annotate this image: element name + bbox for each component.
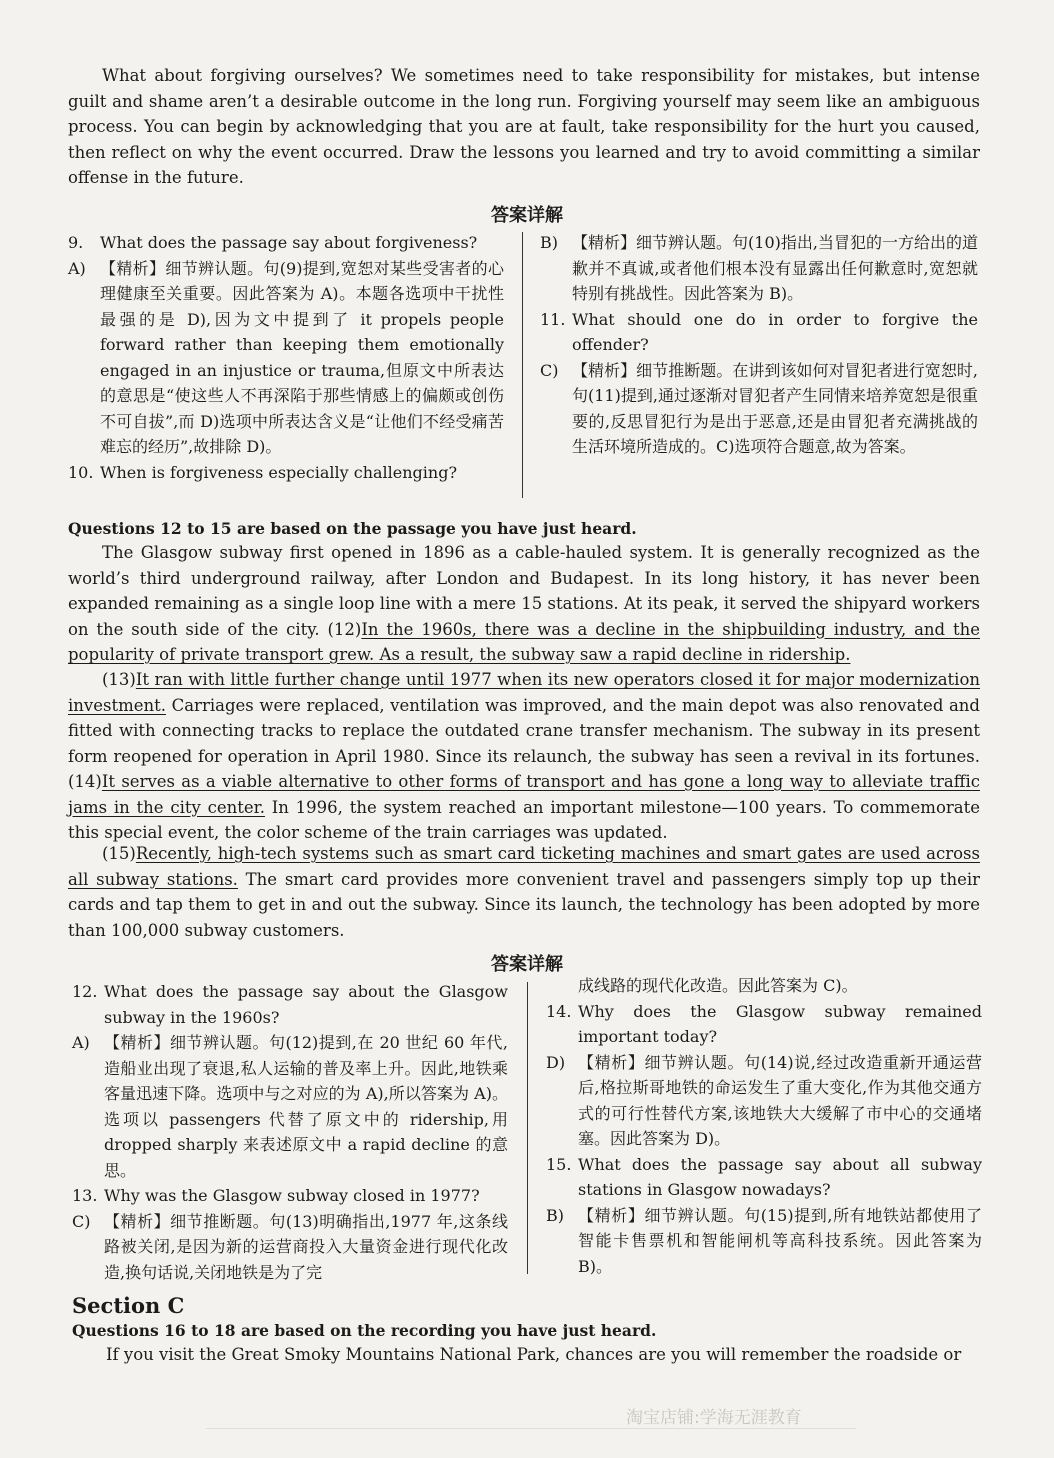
answer-item bbox=[72, 1209, 508, 1286]
item-number: 9. bbox=[68, 233, 84, 252]
item-text: 【精析】细节辨认题。句(12)提到,在 20 世纪 60 年代,造船业出现了衰退,私人运输的普及率上升。因此,地铁乘客量迅速下降。选项中与之对应的为 A),所以答案为 A)。选项以 passengers 代替了原文中的 ridership,用 dropped sharply 来表述原文中 a rapid decline 的意思。 bbox=[104, 1033, 508, 1180]
shop-watermark: 淘宝店铺:学海无涯教育 bbox=[626, 1408, 802, 1428]
item-number: 15. bbox=[546, 1154, 572, 1174]
item-number: B) bbox=[546, 1205, 564, 1225]
answers-block-1-right bbox=[540, 230, 978, 460]
glasgow-p2-underlined-13: It ran with little further change until 1977 when its new operators closed it for major modernization investment. bbox=[68, 670, 980, 715]
faint-rule bbox=[206, 1428, 856, 1429]
glasgow-paragraph-1 bbox=[68, 540, 980, 668]
glasgow-p3-underlined: Recently, high-tech systems such as smart card ticketing machines and smart gates are used across all subway stations. bbox=[68, 844, 980, 889]
smoky-paragraph: If you visit the Great Smoky Mountains National Park, chances are you will remember the roadside or bbox=[106, 1345, 962, 1364]
questions-16-18-heading: Questions 16 to 18 are based on the recording you have just heard. bbox=[72, 1321, 657, 1340]
section-c-title: Section C bbox=[72, 1293, 185, 1318]
column-divider bbox=[522, 232, 523, 498]
glasgow-p2-tail: In 1996, the system reached an important milestone—100 years. To commemorate this special event, the color scheme of the train carriages was updated. bbox=[68, 797, 980, 842]
answer-item bbox=[546, 1152, 982, 1203]
item-text: What should one do in order to forgive the offender? bbox=[572, 309, 978, 354]
glasgow-p3-text: The smart card provides more convenient travel and passengers simply top up their cards and tap them to get in and out the subway. Since its launch, the technology has been adopted by more than 100,000 subway customers. bbox=[68, 869, 981, 940]
item-number: D) bbox=[546, 1052, 566, 1072]
glasgow-p1-text: The Glasgow subway first opened in 1896 as a cable-hauled system. It is generally recognized as the world’s third underground railway, after London and Budapest. In its long history, it has never been expanded remaining as a single loop line with a mere 15 stations. At its peak, it served the shipyard workers on the south side of the city. (12) bbox=[68, 543, 980, 639]
answer-item bbox=[546, 1203, 982, 1280]
questions-12-15-heading: Questions 12 to 15 are based on the passage you have just heard. bbox=[68, 519, 637, 538]
item-text: What does the passage say about the Glasgow subway in the 1960s? bbox=[104, 982, 508, 1027]
answer-item bbox=[540, 230, 978, 307]
answer-item bbox=[68, 230, 504, 256]
answer-item bbox=[540, 358, 978, 460]
answers-block-1-left bbox=[68, 230, 504, 485]
glasgow-p2-underlined-14: It serves as a viable alternative to other forms of transport and has gone a long way to alleviate traffic jams in the city center. bbox=[68, 772, 980, 817]
item-text: 【精析】细节辨认题。句(10)指出,当冒犯的一方给出的道歉并不真诚,或者他们根本没有显露出任何歉意时,宽恕就特别有挑战性。因此答案为 B)。 bbox=[572, 233, 978, 303]
answer-item bbox=[546, 973, 982, 999]
glasgow-p3-marker: (15) bbox=[102, 844, 136, 863]
answers-block-2-right bbox=[546, 973, 982, 1279]
answer-item bbox=[72, 979, 508, 1030]
item-text: What does the passage say about forgiveness? bbox=[100, 233, 478, 252]
item-text: 【精析】细节推断题。在讲到该如何对冒犯者进行宽恕时,句(11)提到,通过逐渐对冒犯者产生同情来培养宽恕是很重要的,反思冒犯行为是出于恶意,还是由冒犯者充满挑战的生活环境所造成的。C)选项符合题意,故为答案。 bbox=[572, 360, 978, 456]
item-number: 13. bbox=[72, 1186, 98, 1205]
item-text: Why does the Glasgow subway remained important today? bbox=[578, 1001, 982, 1046]
answer-item bbox=[546, 1050, 982, 1152]
item-text: 【精析】细节辨认题。句(15)提到,所有地铁站都使用了智能卡售票机和智能闸机等高科技系统。因此答案为 B)。 bbox=[578, 1205, 982, 1276]
item-number: C) bbox=[540, 360, 559, 380]
item-number: C) bbox=[72, 1211, 91, 1231]
item-number: B) bbox=[540, 233, 558, 252]
glasgow-p2-marker: (13) bbox=[102, 670, 136, 689]
item-text: 成线路的现代化改造。因此答案为 C)。 bbox=[578, 976, 858, 995]
item-number: A) bbox=[72, 1033, 90, 1052]
glasgow-p1-underlined: In the 1960s, there was a decline in the shipbuilding industry, and the popularity of private transport grew. As a result, the subway saw a rapid decline in ridership. bbox=[68, 619, 980, 664]
answers-block-2-left bbox=[72, 979, 508, 1285]
answers-heading-2: 答案详解 bbox=[491, 954, 563, 975]
answer-item bbox=[72, 1030, 508, 1183]
item-number: 11. bbox=[540, 309, 566, 329]
item-number: 14. bbox=[546, 1001, 572, 1021]
answer-item bbox=[68, 460, 504, 486]
glasgow-p2-text: Carriages were replaced, ventilation was improved, and the main depot was also renovated and fitted with connecting tracks to replace the outdated crane transfer mechanism. The subway in its present form reopened for operation in April 1980. Since its relaunch, the subway has seen a revival in its fortunes. (14) bbox=[68, 695, 980, 791]
item-text: When is forgiveness especially challenging? bbox=[100, 462, 458, 482]
item-number: A) bbox=[68, 258, 86, 278]
item-text: Why was the Glasgow subway closed in 1977? bbox=[104, 1186, 480, 1205]
glasgow-paragraph-3 bbox=[68, 841, 980, 943]
answer-item bbox=[540, 307, 978, 358]
column-divider bbox=[527, 982, 528, 1274]
item-number: 12. bbox=[72, 982, 98, 1001]
item-text: 【精析】细节推断题。句(13)明确指出,1977 年,这条线路被关闭,是因为新的运营商投入大量资金进行现代化改造,换句话说,关闭地铁是为了完 bbox=[104, 1211, 508, 1282]
answers-heading-1: 答案详解 bbox=[491, 205, 563, 226]
answer-item bbox=[72, 1183, 508, 1209]
item-text: What does the passage say about all subway stations in Glasgow nowadays? bbox=[578, 1154, 982, 1199]
item-number: 10. bbox=[68, 462, 94, 482]
intro-paragraph: What about forgiving ourselves? We sometimes need to take responsibility for mistakes, but intense guilt and shame aren’t a desirable outcome in the long run. Forgiving yourself may seem like an ambiguous process. You can begin by acknowledging that you are at fault, take responsibility for the hurt you caused, then reflect on why the event occurred. Draw the lessons you learned and try to avoid committing a similar offense in the future. bbox=[68, 66, 980, 187]
item-text: 【精析】细节辨认题。句(14)说,经过改造重新开通运营后,格拉斯哥地铁的命运发生了重大变化,作为其他交通方式的可行性替代方案,该地铁大大缓解了市中心的交通堵塞。因此答案为 D)。 bbox=[578, 1052, 982, 1148]
answer-item bbox=[546, 999, 982, 1050]
item-text: 【精析】细节辨认题。句(9)提到,宽恕对某些受害者的心理健康至关重要。因此答案为 A)。本题各选项中干扰性最强的是 D),因为文中提到了 it propels people forward rather than keeping them emotionally engaged in an injustice or trauma,但原文中所表达的意思是“使这些人不再深陷于那些情感上的偏颇或创伤不可自拔”,而 D)选项中所表达含义是“让他们不经受痛苦难忘的经历”,故排除 D)。 bbox=[100, 258, 504, 456]
glasgow-paragraph-2 bbox=[68, 667, 980, 846]
answer-item bbox=[68, 256, 504, 460]
